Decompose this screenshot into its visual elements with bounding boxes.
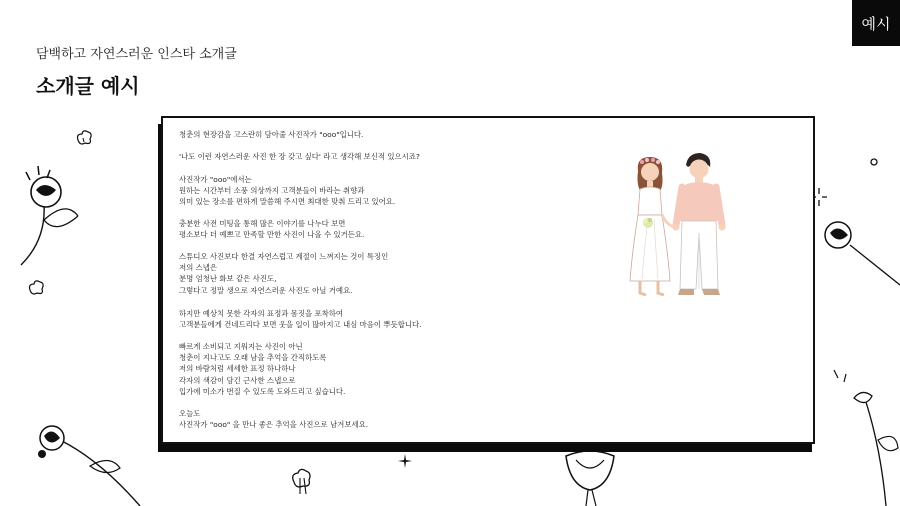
intro-card xyxy=(161,116,815,444)
wedding-couple-illustration xyxy=(628,153,738,308)
intro-line: 평소보다 더 예쁘고 만족할 만한 사진이 나올 수 있거든요. xyxy=(179,230,365,240)
flower-doodle-icon xyxy=(560,446,620,506)
intro-paragraph xyxy=(179,151,420,162)
intro-line: 저의 바람처럼 세세한 표정 하나하나 xyxy=(179,364,296,374)
intro-line: 스튜디오 사진보다 한결 자연스럽고 계절이 느껴지는 것이 특징인 xyxy=(179,252,389,261)
intro-line: 빠르게 소비되고 지워지는 사진이 아닌 xyxy=(179,342,303,351)
intro-paragraph xyxy=(179,251,388,296)
intro-line: 충분한 사전 미팅을 통해 많은 이야기를 나누다 보면 xyxy=(179,219,346,228)
intro-line: 오늘도 xyxy=(179,409,201,418)
intro-line: 사진작가 "ooo" 을 만나 좋은 추억을 사진으로 남겨보세요. xyxy=(179,420,369,430)
intro-paragraph xyxy=(179,341,345,397)
intro-line: 그렇다고 정말 생으로 자연스러운 사진도 아닐 거예요. xyxy=(179,285,353,295)
intro-paragraph xyxy=(179,408,368,430)
intro-line: 원하는 시간부터 소풍 의상까지 고객분들이 바라는 취향과 xyxy=(179,186,365,196)
intro-paragraph xyxy=(179,129,363,140)
intro-paragraph xyxy=(179,218,364,240)
intro-line: 사진작가 "ooo"에서는 xyxy=(179,175,252,184)
intro-line: 청춘의 현장감을 고스란히 담아줄 사진작가 "ooo"입니다. xyxy=(179,130,364,139)
flower-doodle-icon xyxy=(826,370,900,506)
flower-doodle-icon xyxy=(74,128,94,148)
page-subtitle: 담백하고 자연스러운 인스타 소개글 xyxy=(36,47,237,62)
flower-doodle-icon xyxy=(820,215,900,315)
intro-line: 하지만 예상치 못한 각자의 표정과 몸짓을 포착하여 xyxy=(179,309,344,318)
intro-line: '나도 이런 자연스러운 사진 한 장 갖고 싶다' 라고 생각해 보신적 있으시죠? xyxy=(179,152,420,161)
intro-paragraph xyxy=(179,174,395,208)
intro-line: 분명 엄청난 화보 같은 사진도, xyxy=(179,274,277,284)
intro-line: 입가에 미소가 번질 수 있도록 도와드리고 싶습니다. xyxy=(179,386,346,396)
intro-line: 의미 있는 장소를 편하게 말씀해 주시면 최대한 맞춰 드리고 있어요. xyxy=(179,197,396,207)
page-title: 소개글 예시 xyxy=(36,74,140,98)
star-icon xyxy=(398,454,412,468)
intro-line: 청춘이 지나고도 오래 남을 추억을 간직하도록 xyxy=(179,353,327,363)
flower-doodle-icon xyxy=(16,160,106,270)
intro-line: 저의 스냅은 xyxy=(179,263,218,273)
flower-doodle-icon xyxy=(868,156,880,168)
intro-paragraph xyxy=(179,308,421,330)
intro-line: 각자의 색감이 담긴 근사한 스냅으로 xyxy=(179,375,296,385)
example-badge: 예시 xyxy=(852,0,900,46)
intro-line: 고객분들에게 건네드리다 보면 웃을 일이 많아지고 내심 마음이 뿌듯합니다. xyxy=(179,320,422,330)
flower-doodle-icon xyxy=(26,278,46,298)
flower-doodle-icon xyxy=(288,466,314,496)
flower-doodle-icon xyxy=(30,420,170,506)
